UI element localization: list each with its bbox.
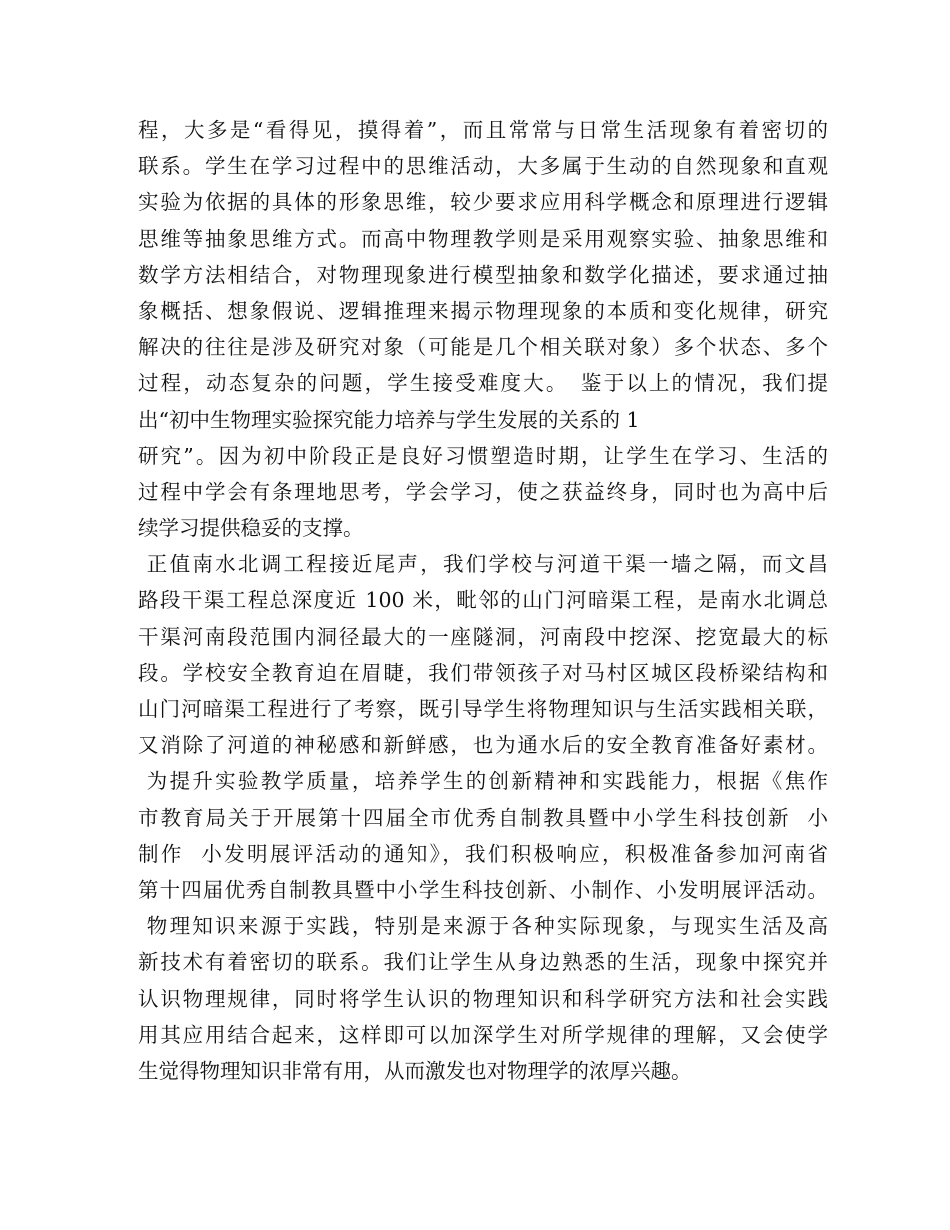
text-line: 制作 小发明展评活动的通知》，我们积极响应，积极准备参加河南省: [138, 841, 828, 866]
text-line: 又消除了河道的神秘感和新鲜感，也为通水后的安全教育准备好素材。: [138, 733, 828, 758]
text-line: 为提升实验教学质量，培养学生的创新精神和实践能力，根据《焦作: [138, 769, 828, 794]
text-line: 过程中学会有条理地思考，学会学习，使之获益终身，同时也为高中后: [138, 479, 828, 504]
text-line: 续学习提供稳妥的支撑。: [138, 516, 364, 541]
text-line: 程，大多是“看得见，摸得着”，而且常常与日常生活现象有着密切的: [138, 118, 828, 142]
text-line: 山门河暗渠工程进行了考察，既引导学生将物理知识与生活实践相关联，: [138, 697, 828, 721]
text-line: 研究”。因为初中阶段正是良好习惯塑造时期，让学生在学习、生活的: [138, 443, 828, 468]
text-line: 象概括、想象假说、逻辑推理来揭示物理现象的本质和变化规律，研究: [138, 298, 828, 323]
text-line: 干渠河南段范围内洞径最大的一座隧洞，河南段中挖深、挖宽最大的标: [138, 624, 828, 649]
text-line: 认识物理规律，同时将学生认识的物理知识和科学研究方法和社会实践: [138, 986, 828, 1011]
text-line: 出“初中生物理实验探究能力培养与学生发展的关系的 1: [138, 407, 640, 432]
text-line: 数学方法相结合，对物理现象进行模型抽象和数学化描述，要求通过抽: [138, 262, 828, 287]
text-line: 解决的往往是涉及研究对象（可能是几个相关联对象）多个状态、多个: [138, 335, 828, 360]
text-line: 物理知识来源于实践，特别是来源于各种实际现象，与现实生活及高: [138, 914, 828, 939]
text-line: 联系。学生在学习过程中的思维活动，大多属于生动的自然现象和直观: [138, 154, 828, 179]
text-line: 生觉得物理知识非常有用，从而激发也对物理学的浓厚兴趣。: [138, 1058, 692, 1083]
text-line: 路段干渠工程总深度近 100 米，毗邻的山门河暗渠工程，是南水北调总: [138, 588, 828, 613]
text-line: 过程，动态复杂的问题，学生接受难度大。 鉴于以上的情况，我们提: [138, 371, 828, 396]
text-line: 新技术有着密切的联系。我们让学生从身边熟悉的生活，现象中探究并: [138, 950, 828, 975]
body-text: [138, 112, 828, 1089]
text-line: 市教育局关于开展第十四届全市优秀自制教具暨中小学生科技创新 小: [138, 805, 828, 830]
text-line: 用其应用结合起来，这样即可以加深学生对所学规律的理解，又会使学: [138, 1022, 828, 1047]
text-line: 思维等抽象思维方式。而高中物理教学则是采用观察实验、抽象思维和: [138, 226, 828, 251]
text-line: 实验为依据的具体的形象思维，较少要求应用科学概念和原理进行逻辑: [138, 190, 828, 215]
text-line: 正值南水北调工程接近尾声，我们学校与河道干渠一墙之隔，而文昌: [138, 552, 828, 577]
text-line: 段。学校安全教育迫在眉睫，我们带领孩子对马村区城区段桥梁结构和: [138, 660, 828, 685]
text-line: 第十四届优秀自制教具暨中小学生科技创新、小制作、小发明展评活动。: [138, 877, 828, 902]
